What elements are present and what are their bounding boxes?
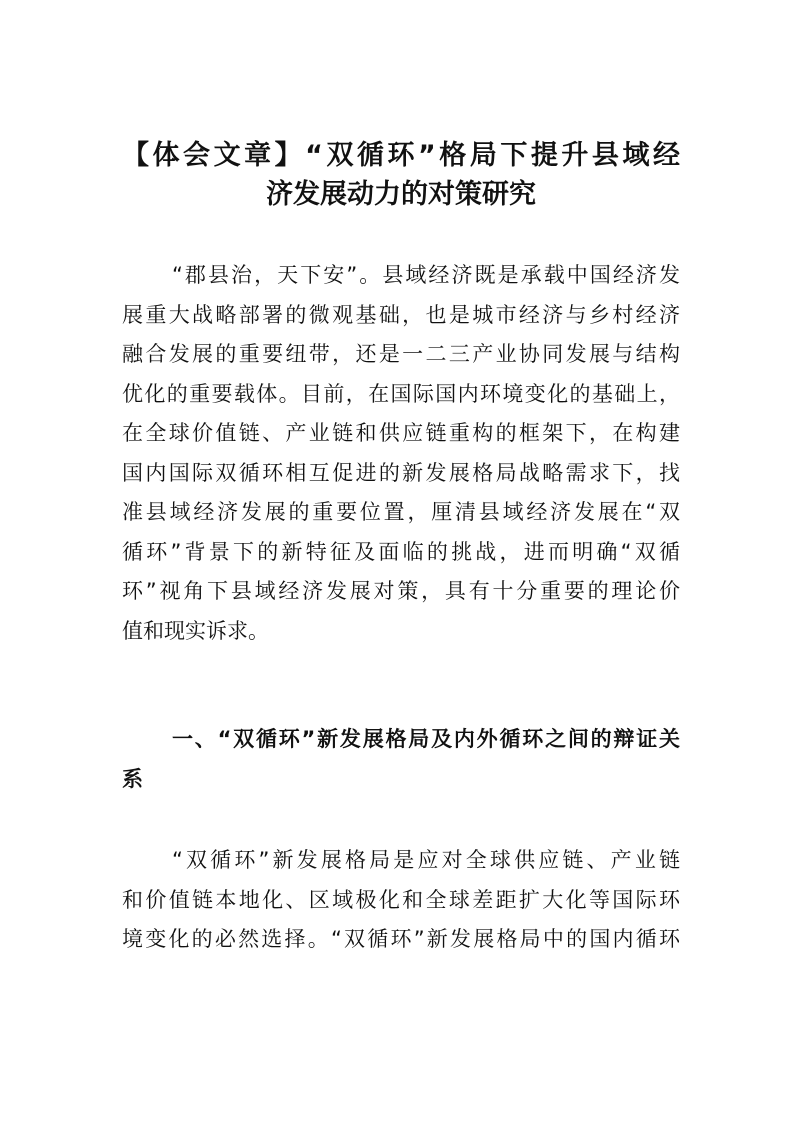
text-line: 环”视角下县域经济发展对策，具有十分重要的理论价 — [122, 579, 680, 603]
document-title — [122, 136, 680, 214]
intro-paragraph — [122, 256, 680, 651]
text-line: 准县域经济发展的重要位置，厘清县域经济发展在“双 — [122, 500, 680, 524]
heading-line: 一、“双循环”新发展格局及内外循环之间的辩证关 — [172, 727, 680, 751]
section-heading — [122, 720, 680, 799]
text-line: 循环”背景下的新特征及面临的挑战，进而明确“双循 — [122, 539, 680, 564]
text-line: 展重大战略部署的微观基础，也是城市经济与乡村经济 — [122, 302, 680, 327]
text-line: 在全球价值链、产业链和供应链重构的框架下，在构建 — [122, 421, 680, 445]
heading-line: 系 — [122, 766, 143, 791]
text-line: 境变化的必然选择。“双循环”新发展格局中的国内循环 — [122, 927, 680, 951]
title-line: 【体会文章】“双循环”格局下提升县域经 — [122, 140, 680, 171]
title-line: 济发展动力的对策研究 — [266, 179, 536, 210]
text-line: 融合发展的重要纽带，还是一二三产业协同发展与结构 — [122, 342, 680, 366]
text-line: 优化的重要载体。目前，在国际国内环境变化的基础上， — [122, 381, 680, 406]
text-line: “郡县治，天下安”。县域经济既是承载中国经济发 — [172, 263, 680, 287]
text-line: 国内国际双循环相互促进的新发展格局战略需求下，找 — [122, 460, 680, 485]
text-line: “双循环”新发展格局是应对全球供应链、产业链 — [172, 848, 680, 872]
section-paragraph — [122, 841, 680, 960]
text-line: 和价值链本地化、区域极化和全球差距扩大化等国际环 — [122, 887, 680, 912]
text-line: 值和现实诉求。 — [122, 618, 269, 643]
